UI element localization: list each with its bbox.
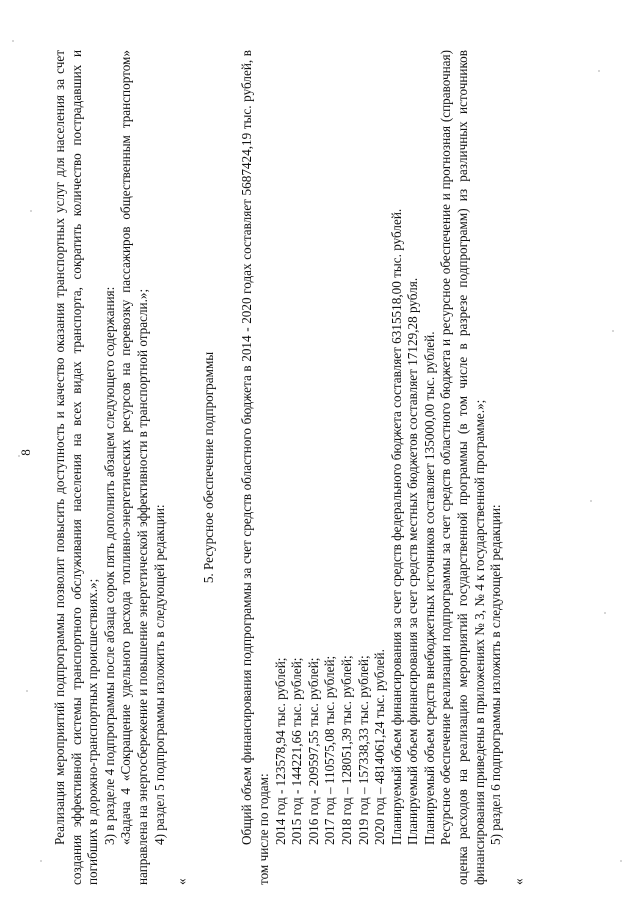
quote-open: «	[174, 878, 190, 885]
paragraph-resource-support: Ресурсное обеспечение реализации подпрограммы за счет средств областного бюджета и ресурсное обеспечение и прогнозная (справочная) оценка расходов на реализацию мероприятий государственной программы (в том числе в разрезе подпрограмм) из различных источников финансирования приведены в приложениях № 3, № 4 к государственной программе.»;	[438, 50, 487, 885]
year-item: 2017 год – 110575,08 тыс. рублей;	[322, 655, 338, 845]
quote-open-2: «	[510, 878, 526, 885]
year-item: 2018 год – 128051,39 тыс. рублей;	[338, 655, 354, 845]
year-item: 2015 год - 144221,66 тыс. рублей;	[289, 657, 305, 845]
section-heading: 5. Ресурсное обеспечение подпрограммы	[200, 351, 216, 584]
year-item: 2019 год – 157338,33 тыс. рублей;	[355, 655, 371, 845]
page-number: 8	[18, 449, 33, 456]
paragraph-amendment-5: 5) раздел 6 подпрограммы изложить в следующей редакции:	[488, 504, 504, 845]
paragraph-federal: Планируемый объем финансирования за счет средств федерального бюджета составляет 6315518,00 тыс. рублей.	[388, 208, 404, 845]
paragraph-extrabudgetary: Планируемый объем средств внебюджетных источников составляет 135000,00 тыс. рублей.	[421, 331, 437, 845]
paragraph-total-funding: Общий объем финансирования подпрограммы за счет средств областного бюджета в 2014 - 2020 годах составляет 5687424,19 тыс. рублей, в том числе по годам:	[239, 50, 271, 885]
paragraph-amendment-4: 4) раздел 5 подпрограммы изложить в следующей редакции:	[151, 504, 167, 845]
paragraph-result: Реализация мероприятий подпрограммы позволит повысить доступность и качество оказания транспортных услуг для населения за счет создания эффективной системы транспортного обслуживания населения на всех видах транспорта, сократить количество пострадавших и погибших в дорожно-транспортных происшествиях.»;	[52, 50, 101, 885]
paragraph-amendment-3: 3) в разделе 4 подпрограммы после абзаца сорок пять дополнить абзацем следующего содержания:	[101, 286, 117, 845]
year-item: 2016 год - 209597,55 тыс. рублей;	[305, 657, 321, 845]
year-item: 2020 год – 4814061,24 тыс. рублей.	[372, 649, 388, 845]
paragraph-local: Планируемый объем финансирования за счет средств местных бюджетов составляет 17129,28 рубля.	[405, 277, 421, 845]
paragraph-task-4: «Задача 4 «Сокращение удельного расхода топливно-энергетических ресурсов на перевозку пассажиров общественным транспортом» направлена на энергосбережение и повышение энергетической эффективности в транспортной отрасли.»;	[118, 50, 150, 885]
year-item: 2014 год - 123578,94 тыс. рублей;	[272, 657, 288, 845]
document-body	[52, 50, 535, 885]
year-list	[273, 50, 389, 885]
